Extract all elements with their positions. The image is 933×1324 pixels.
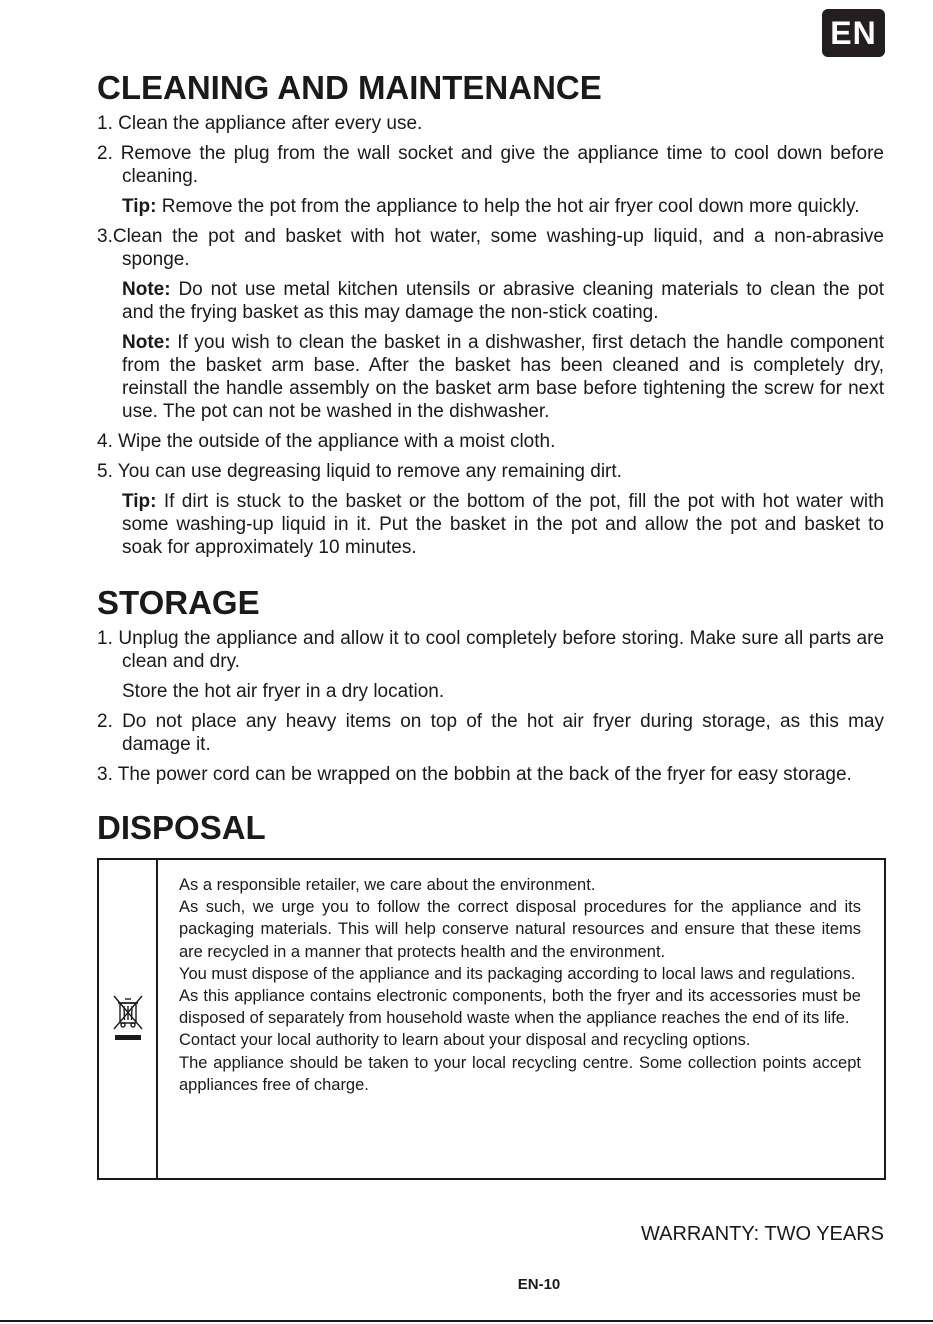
- cleaning-step-3: 3.Clean the pot and basket with hot water, some washing-up liquid, and a non-abrasive sponge.: [97, 226, 884, 270]
- note-label: Note:: [122, 279, 171, 300]
- cleaning-step-1: 1. Clean the appliance after every use.: [97, 113, 423, 134]
- note-text: Do not use metal kitchen utensils or abrasive cleaning materials to clean the pot and the frying basket as this may damage the non-stick coating.: [122, 279, 884, 323]
- tip-text: Remove the pot from the appliance to help the hot air fryer cool down more quickly.: [156, 196, 860, 217]
- page-content: [97, 68, 884, 1180]
- disposal-table: [97, 858, 886, 1180]
- disposal-paragraph: The appliance should be taken to your local recycling centre. Some collection points accept appliances free of charge.: [179, 1053, 861, 1094]
- cleaning-step-4: 4. Wipe the outside of the appliance with a moist cloth.: [97, 431, 556, 452]
- cleaning-list: [97, 112, 884, 559]
- disposal-icon-cell: [99, 860, 158, 1178]
- disposal-paragraph: You must dispose of the appliance and its packaging according to local laws and regulations.: [179, 964, 856, 983]
- note-label: Note:: [122, 332, 171, 353]
- cleaning-note-2: [97, 331, 884, 423]
- note-text: If you wish to clean the basket in a dishwasher, first detach the handle component from the basket arm base. After the basket has been cleaned and is completely dry, reinstall the handle assembly on the basket arm base before tightening the screw for next use. The pot can not be washed in the dishwasher.: [122, 332, 884, 422]
- warranty-text: WARRANTY: TWO YEARS: [641, 1223, 884, 1245]
- cleaning-tip-2: [97, 490, 884, 559]
- storage-title: STORAGE: [97, 584, 260, 621]
- cleaning-note-1: [97, 278, 884, 324]
- weee-crossed-bin-icon: [111, 993, 145, 1045]
- cleaning-title: CLEANING AND MAINTENANCE: [97, 69, 602, 106]
- disposal-title: DISPOSAL: [97, 809, 266, 846]
- disposal-paragraph: Contact your local authority to learn about your disposal and recycling options.: [179, 1031, 751, 1050]
- tip-label: Tip:: [122, 196, 157, 217]
- storage-step-1-note: Store the hot air fryer in a dry location.: [122, 681, 445, 702]
- disposal-paragraph: As this appliance contains electronic components, both the fryer and its accessories must be disposed of separately from household waste when the appliance reaches the end of its life.: [179, 987, 861, 1028]
- bottom-rule: [0, 1320, 933, 1322]
- cleaning-step-5: 5. You can use degreasing liquid to remove any remaining dirt.: [97, 461, 622, 482]
- tip-text: If dirt is stuck to the basket or the bottom of the pot, fill the pot with hot water with some washing-up liquid in it. Put the basket in the pot and allow the pot and basket to soak for approximately 10 minutes.: [122, 491, 884, 558]
- storage-step-2: 2. Do not place any heavy items on top of the hot air fryer during storage, as this may damage it.: [97, 711, 884, 755]
- cleaning-step-2: 2. Remove the plug from the wall socket and give the appliance time to cool down before cleaning.: [97, 143, 884, 187]
- storage-step-1: 1. Unplug the appliance and allow it to cool completely before storing. Make sure all parts are clean and dry.: [97, 628, 884, 672]
- disposal-paragraph: As such, we urge you to follow the correct disposal procedures for the appliance and its packaging materials. This will help conserve natural resources and ensure that these items are recycled in a manner that protects health and the environment.: [179, 898, 861, 961]
- tip-label: Tip:: [122, 491, 157, 512]
- cleaning-tip-1: [97, 195, 884, 218]
- disposal-paragraph: As a responsible retailer, we care about the environment.: [179, 876, 596, 894]
- page-number: EN-10: [517, 1276, 561, 1293]
- storage-step-3: 3. The power cord can be wrapped on the bobbin at the back of the fryer for easy storage.: [97, 764, 852, 785]
- language-badge: EN: [822, 9, 885, 57]
- storage-list: [97, 627, 884, 786]
- disposal-text: [158, 860, 884, 1178]
